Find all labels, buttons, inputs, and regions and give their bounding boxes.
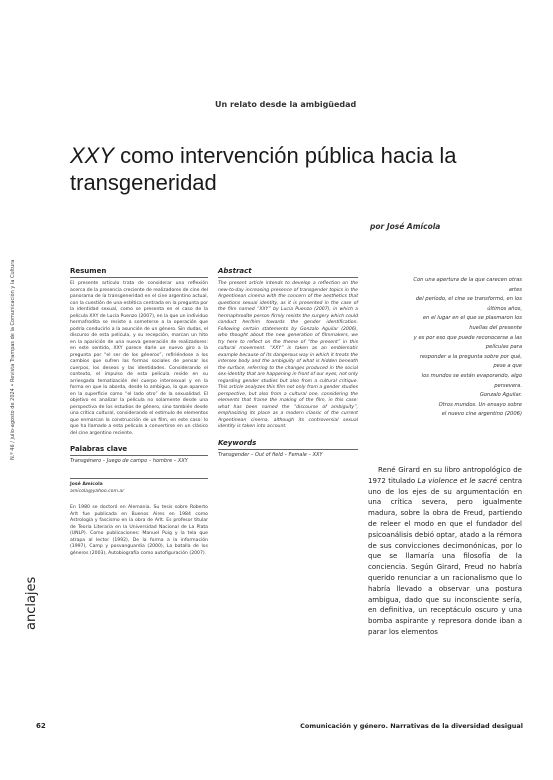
journal-side-label: N.º 46 / julio-agosto de 2024 • Revista Trampas de la Comunicación y la Cultura — [10, 259, 16, 460]
abstract-text: The present article intends to develop a reflection on the new-to-day increasing presence of transgender topics in the Argentinean cinema with the concern of the aesthetics that questions sexual identity, as it is presented in the case of the film named “XXY” by Lucía Puenzo (2007), in which a hermaphrodite person firmly resists the surgery which could conduct her/him towards the gender identification. Following certain statements by Gonzalo Aguilar (2006), who thought about the new generation of filmmakers, we try here to reflect on the theme of “the present” in this cultural movement. “XXY” is taken as an emblematic example because of its dangerous way in which it treats the intersex body and the ambiguity of what is hidden beneath the surface, referring to the changes produced in the social sex-identity that are happening in front of our eyes, not only regarding gender studies but also from a cultural critique. This article analyzes this film not only from a gender studies perspective, but also from a cultural one, considering the elements that frame the making of the film, in this case: what has been named the “discourse of ambiguity”, emphasizing its place as a modern classic of the current Argentinean cinema, although its controversial sexual identity is taken into account. — [218, 281, 358, 429]
bio-email: amicola@yahoo.com.ar — [70, 488, 125, 494]
footer-journal: Comunicación y género. Narrativas de la diversidad desigual — [300, 722, 523, 730]
article-title — [70, 142, 490, 196]
article-author: por José Amícola — [370, 222, 441, 231]
resumen-heading: Resumen — [70, 267, 107, 275]
epigraph-author: Gonzalo Aguilar. — [479, 392, 522, 399]
epigraph-line: y es por eso que puede reconocerse a las — [413, 334, 522, 341]
epigraph-line: los mundos se están evaporando, algo — [421, 372, 522, 379]
resumen-column — [70, 267, 208, 557]
page-number: 62 — [36, 722, 46, 730]
section-tab-label: anclajes — [24, 576, 39, 630]
body-post: centra uno de los ejes de su argumentación en una crítica severa, pero igualmente madura, sobre la obra de Freud, partiendo de releer el modo en que el fundador del psicoanálisis debió optar, atado a la rémora de sus convicciones decimonónicas, por lo que se llamaría una filosofía de la conciencia. Según Girard, Freud no habría querido renunciar a un racionalismo que lo habría llevado a observar una postura ambigua, dado que su inconsciente sería, en definitiva, un receptáculo oscuro y una bomba aspirante y represora donde iban a parar los elementos — [368, 476, 522, 636]
abstract-column — [218, 267, 358, 458]
epigraph-line: Con una apertura de la que carecen otras — [413, 277, 522, 283]
epigraph-source: Otros mundos. Un ensayo sobre — [438, 401, 522, 408]
bio-text: En 1980 se doctoró en Alemania. Su tesis sobre Roberto Arlt fue publicada en Buenos Aires en 1984 como Astrología y fascismo en la obra de Arlt. Es profesor titular de Teoría Literaria en la Universidad Nacional de La Plata (UNLP). Como publicaciones: Manuel Puig y la tela que atrapa al lector (1992), De la forma a la información (1997), Camp y posvanguardia (2000), La batalla de los géneros (2003), Autobiografía como autofiguración (2007). — [70, 505, 208, 556]
bio-name: José Amícola — [70, 482, 103, 487]
abstract-heading: Abstract — [218, 267, 252, 275]
keywords-heading: Keywords — [218, 438, 257, 447]
palabras-clave-heading: Palabras clave — [70, 445, 128, 453]
keywords-rule — [218, 449, 358, 450]
resumen-rule — [70, 277, 208, 278]
epigraph-line: huellas del presente — [469, 324, 522, 331]
palabras-clave-rule — [70, 455, 208, 456]
epigraph-line: artes — [508, 286, 522, 293]
epigraph-line: del período, el cine se transformó, en los — [415, 296, 522, 303]
journal-side-text — [10, 60, 24, 460]
keywords-text: Transgender – Out of field – Female – XXY — [218, 451, 323, 458]
resumen-text: El presente artículo trata de considerar una reflexión acerca de la presencia creciente de realizadores de cine del panorama de la transgeneridad en el cine argentino actual, con la cuestión de una estética centrada en la pregunta por la identidad sexual, como se presenta en el caso de la película XXY de Lucía Puenzo (2007), en la que un individuo hermafrodita se resiste a someterse a la operación que podría conducirlo a la asunción de un género. Sin dudas, el discurso de esta película, y su recepción, marcan un hito en la aparición de una nueva generación de realizadores: en este sentido, XXY parece darle un nuevo giro a la pregunta por “el ser de los géneros”, refiriéndose a los cambios que sufren las formas sociales de pensar los cuerpos, los deseos y las identidades. Considerando el contexto, el impulso de esta película reside en su arriesgada tematización del cuerpo intersexual y en la forma en que lo aborda, desde lo ambiguo, lo que aparece en la superficie como “el lado otro” de la sexualidad. El objetivo es analizar la película no solamente desde una perspectiva de los estudios de género, sino también desde una crítica cultural, considerando el estímulo de elementos que enmarcan la construcción de un film, en este caso: lo que ha llamado a esta película a convertirse en un clásico del cine argentino reciente. — [70, 281, 208, 436]
body-pre: René Girard en su libro antropológico de 1972 titulado — [368, 466, 522, 485]
epigraph — [368, 276, 522, 420]
title-rest: como intervención pública hacia la transgeneridad — [70, 143, 457, 195]
abstract-rule — [218, 277, 358, 278]
epigraph-line: responder a la pregunta sobre por qué, — [419, 353, 522, 360]
epigraph-source: el nuevo cine argentino (2006) — [441, 411, 522, 418]
palabras-clave-text: Transgénero – Juego de campo – hombre – XXY — [70, 458, 188, 464]
epigraph-line: en el lugar en el que se plasmaron los — [422, 315, 522, 322]
epigraph-line: películas para — [485, 344, 522, 351]
body-text — [368, 465, 522, 638]
bio-rule — [70, 478, 208, 479]
section-label: Un relato desde la ambigüedad — [215, 100, 357, 109]
epigraph-line: pese a que — [493, 363, 522, 370]
epigraph-line: persevera. — [494, 382, 522, 389]
epigraph-line: últimos años, — [487, 305, 522, 312]
title-emphasis: XXY — [70, 143, 115, 168]
body-book-title: La violence et le sacré — [417, 476, 498, 485]
